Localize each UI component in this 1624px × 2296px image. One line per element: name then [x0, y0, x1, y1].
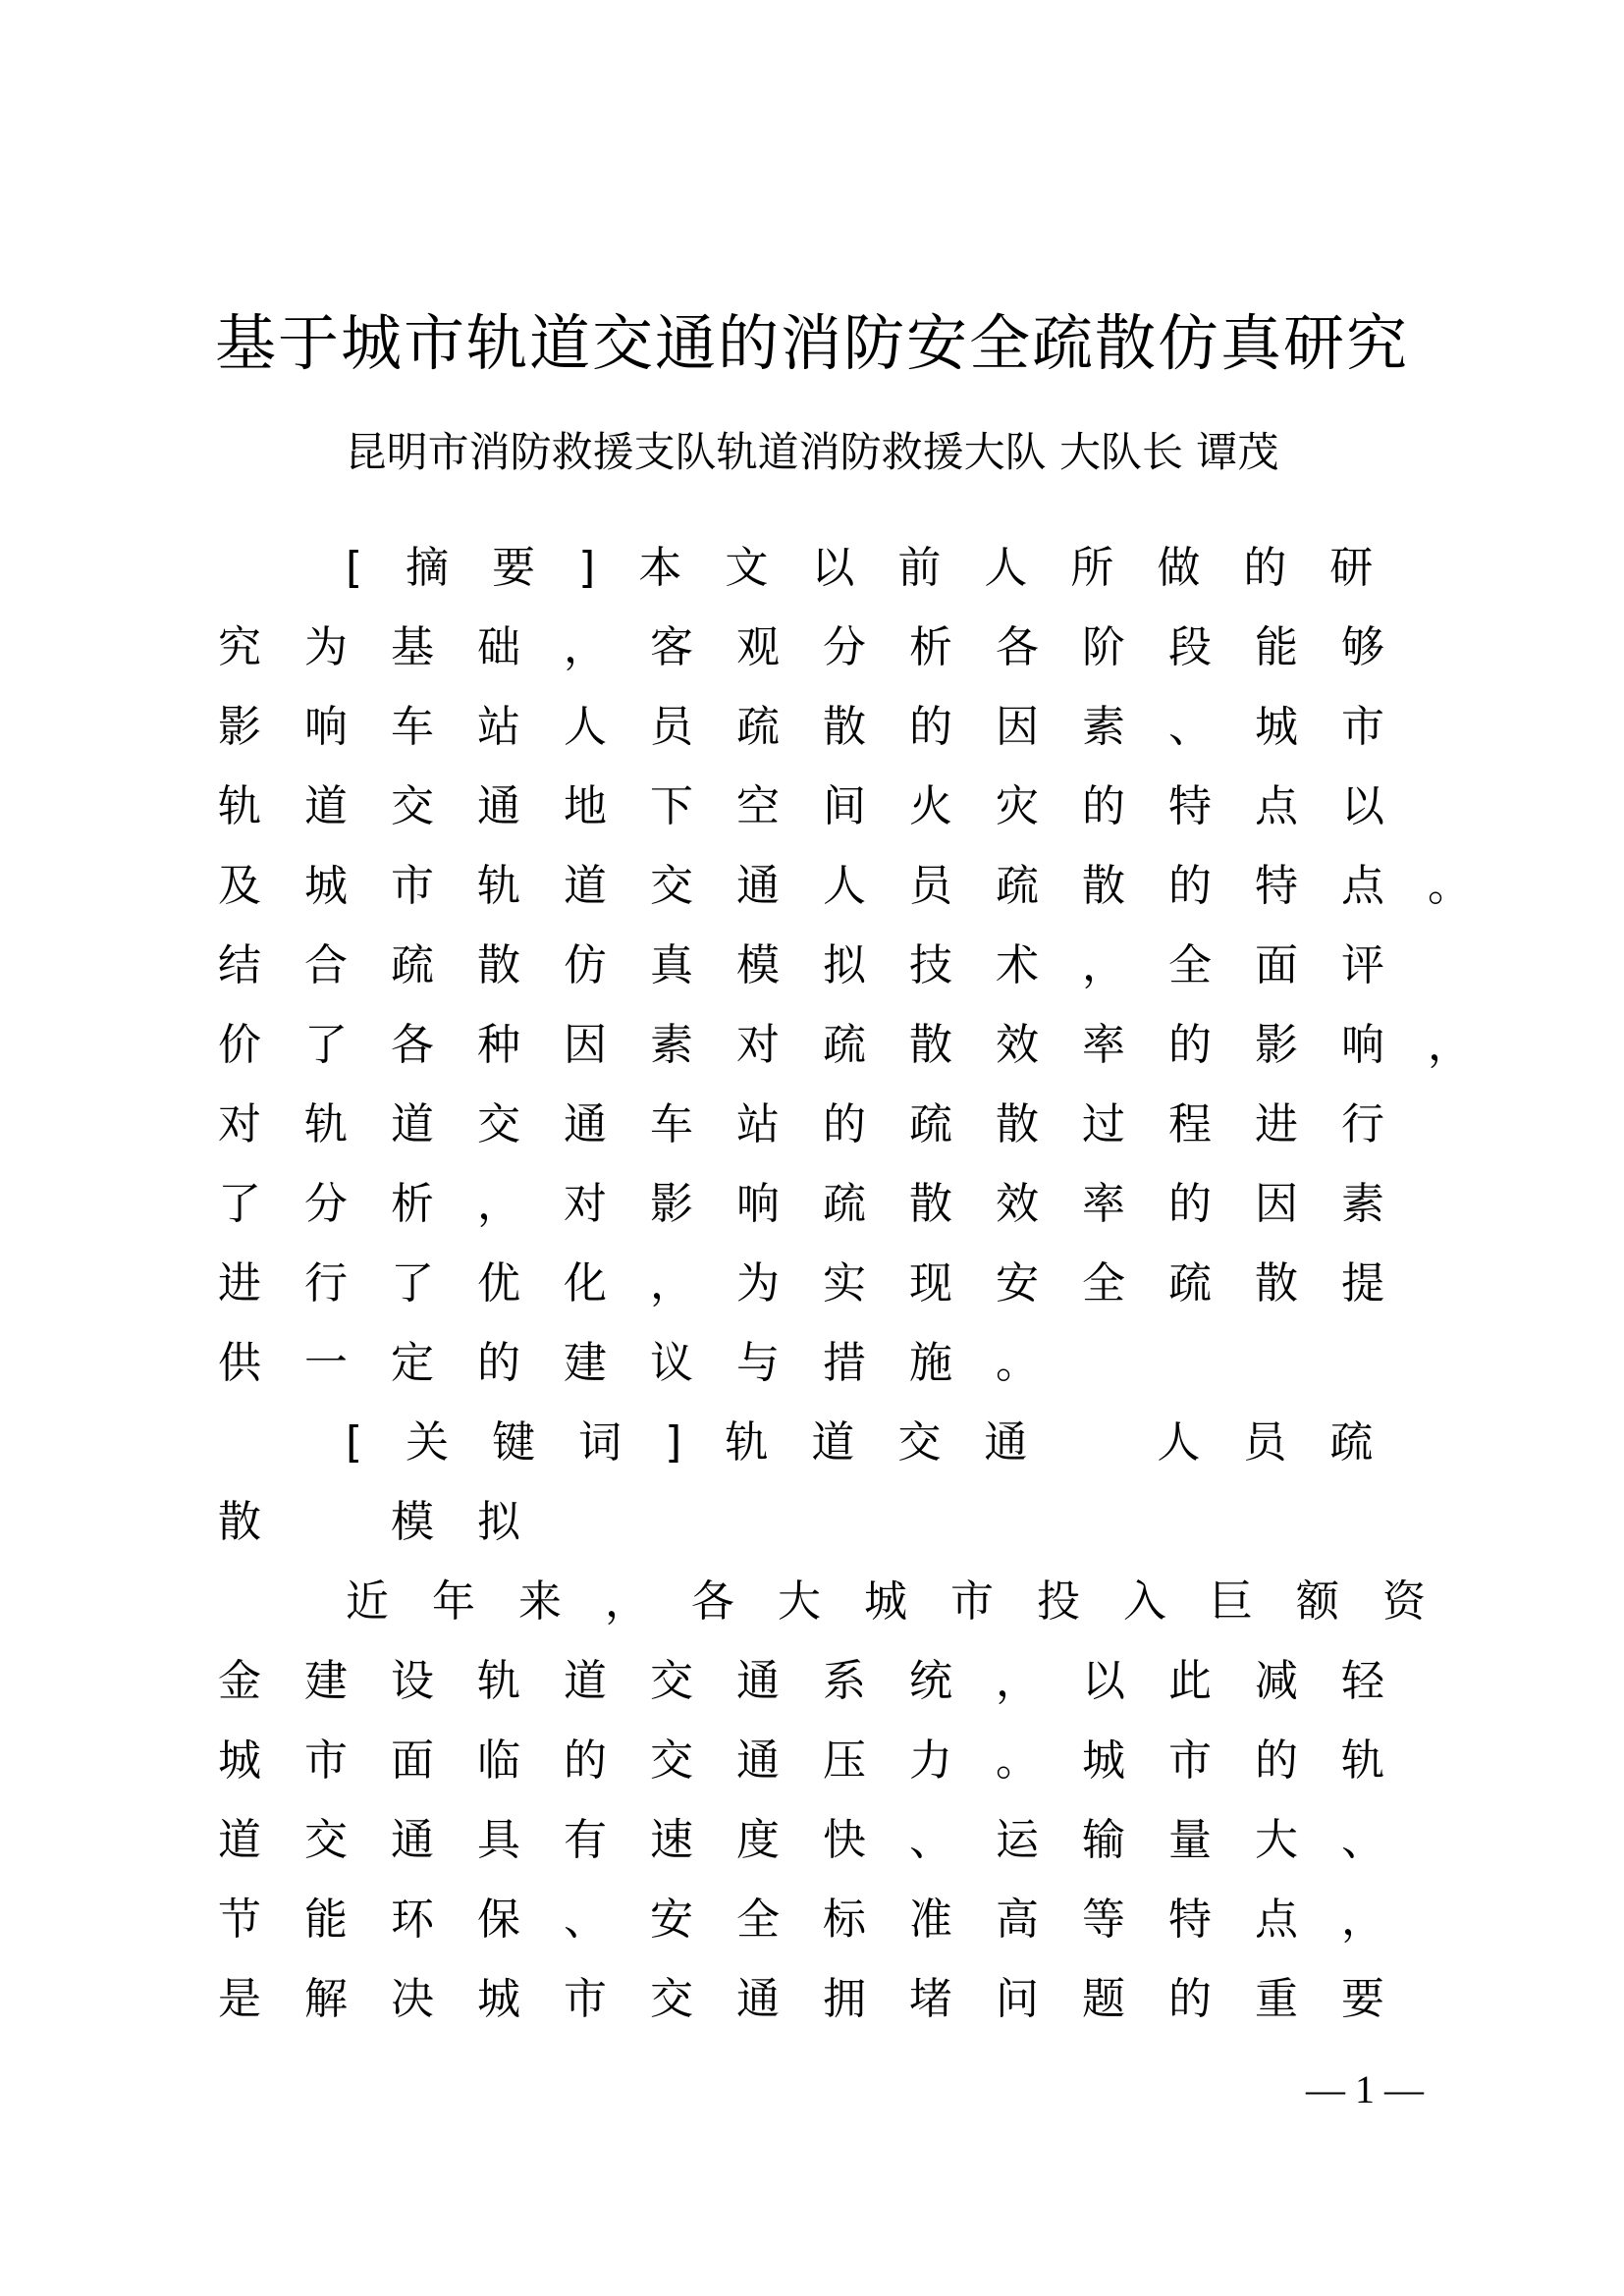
keywords-line: 散 模拟 [218, 1497, 564, 1547]
document-title: 基于城市轨道交通的消防安全疏散仿真研究 [214, 307, 1409, 379]
page-number: — 1 — [1306, 2067, 1424, 2111]
abstract-line: 结合疏散仿真模拟技术，全面评 [218, 940, 1428, 990]
paragraph-line: 节能环保、安全标准高等特点， [218, 1895, 1428, 1945]
abstract-line: [摘要]本文以前人所做的研 [346, 543, 1417, 593]
abstract-line: 影响车站人员疏散的因素、城市 [218, 702, 1428, 752]
abstract-line: 了分析，对影响疏散效率的因素 [218, 1179, 1428, 1229]
paragraph-line: 金建设轨道交通系统，以此减轻 [218, 1656, 1428, 1706]
paragraph-line: 城市面临的交通压力。城市的轨 [218, 1735, 1428, 1786]
paragraph-line: 道交通具有速度快、运输量大、 [218, 1815, 1428, 1865]
paragraph-line: 近年来，各大城市投入巨额资 [346, 1576, 1469, 1627]
keywords-line: [关键词]轨道交通 人员疏 [346, 1417, 1417, 1468]
document-body [218, 528, 1514, 2039]
paragraph-line: 是解决城市交通拥堵问题的重要 [218, 1974, 1428, 2024]
abstract-line: 进行了优化，为实现安全疏散提 [218, 1258, 1428, 1308]
abstract-line: 价了各种因素对疏散效率的影响， [218, 1020, 1514, 1070]
abstract-line: 供一定的建议与措施。 [218, 1338, 1082, 1388]
abstract-line: 对轨道交通车站的疏散过程进行 [218, 1099, 1428, 1149]
author-line: 昆明市消防救援支队轨道消防救援大队 大队长 谭茂 [345, 428, 1279, 476]
abstract-line: 究为基础，客观分析各阶段能够 [218, 622, 1428, 672]
abstract-line: 及城市轨道交通人员疏散的特点。 [218, 861, 1514, 911]
abstract-line: 轨道交通地下空间火灾的特点以 [218, 781, 1428, 831]
